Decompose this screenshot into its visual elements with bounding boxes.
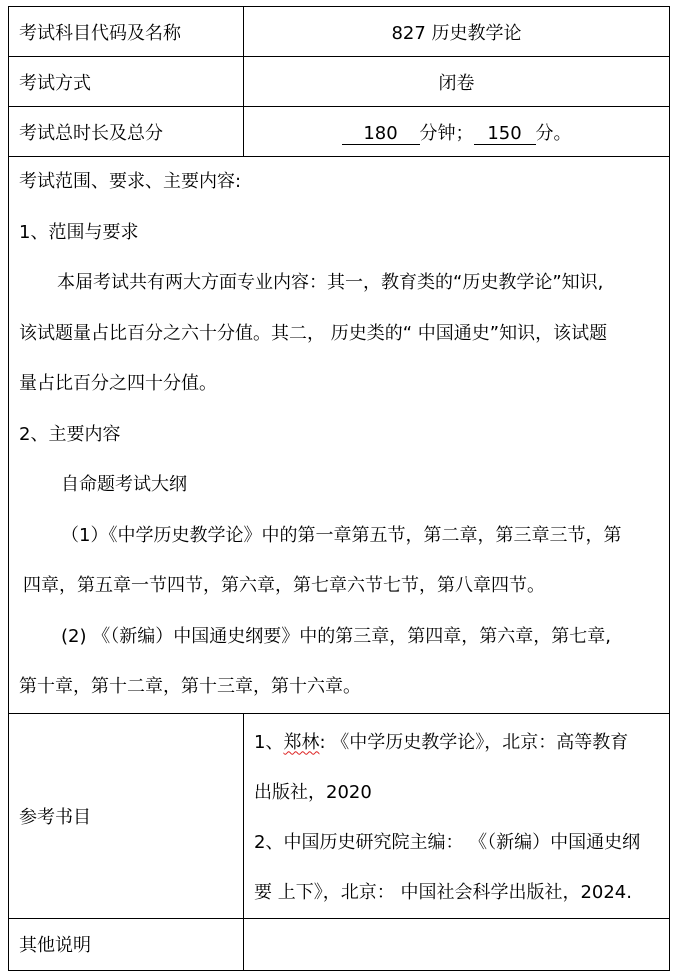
duration-score: 150 xyxy=(474,124,536,145)
exam-method-value: 闭卷 xyxy=(244,57,670,107)
scope-cell xyxy=(9,157,670,714)
scope-paragraph-line: 该试题量占比百分之六十分值。其二， 历史类的“ 中国通史”知识，该试题 xyxy=(19,322,608,344)
duration-label: 考试总时长及总分 xyxy=(9,107,244,157)
section1-title: 1、范围与要求 xyxy=(19,221,139,243)
duration-row xyxy=(9,107,670,157)
reference-2-line-2: 要 上下》，北京： 中国社会科学出版社，2024. xyxy=(254,881,632,903)
outline-item-1-line: （1）《中学历史教学论》中的第一章第五节，第二章，第三章三节，第 xyxy=(61,524,622,546)
reference-1-author: 郑林 xyxy=(283,731,320,753)
other-label: 其他说明 xyxy=(9,918,244,970)
duration-score-unit: 分。 xyxy=(535,122,572,144)
reference-1-rest: : 《中学历史教学论》，北京：高等教育 xyxy=(319,731,629,753)
section2-title: 2、主要内容 xyxy=(19,423,121,445)
exam-method-label: 考试方式 xyxy=(9,57,244,107)
exam-info-table xyxy=(8,6,670,971)
outline-item-2-line: 第十章，第十二章，第十三章，第十六章。 xyxy=(19,676,361,697)
reference-1-line-2: 出版社，2020 xyxy=(254,781,372,803)
outline-title: 自命题考试大纲 xyxy=(61,474,187,495)
scope-row xyxy=(9,157,670,714)
reference-1-line-1 xyxy=(244,718,669,768)
other-row xyxy=(9,918,670,970)
duration-minutes-unit: 分钟； xyxy=(419,122,474,144)
reference-2-line-1: 2、中国历史研究院主编： 《（新编）中国通史纲 xyxy=(254,831,641,853)
references-label: 参考书目 xyxy=(9,713,244,918)
subject-label: 考试科目代码及名称 xyxy=(9,7,244,57)
scope-paragraph-line: 本届考试共有两大方面专业内容：其一，教育类的“历史教学论”知识, xyxy=(57,272,604,293)
reference-1-prefix: 1、 xyxy=(254,731,284,753)
subject-value: 827 历史教学论 xyxy=(244,7,670,57)
other-value xyxy=(244,918,670,970)
scope-heading: 考试范围、要求、主要内容: xyxy=(19,171,242,192)
exam-method-row xyxy=(9,57,670,107)
scope-paragraph-line: 量占比百分之四十分值。 xyxy=(19,373,217,394)
outline-item-2-line: (2) 《（新编）中国通史纲要》中的第三章，第四章，第六章，第七章, xyxy=(61,625,611,647)
outline-item-1-line: 四章，第五章一节四节，第六章，第七章六节七节，第八章四节。 xyxy=(23,575,545,596)
references-cell xyxy=(244,713,670,918)
references-row xyxy=(9,713,670,918)
duration-value xyxy=(244,107,670,157)
duration-minutes: 180 xyxy=(342,124,420,145)
subject-row xyxy=(9,7,670,57)
